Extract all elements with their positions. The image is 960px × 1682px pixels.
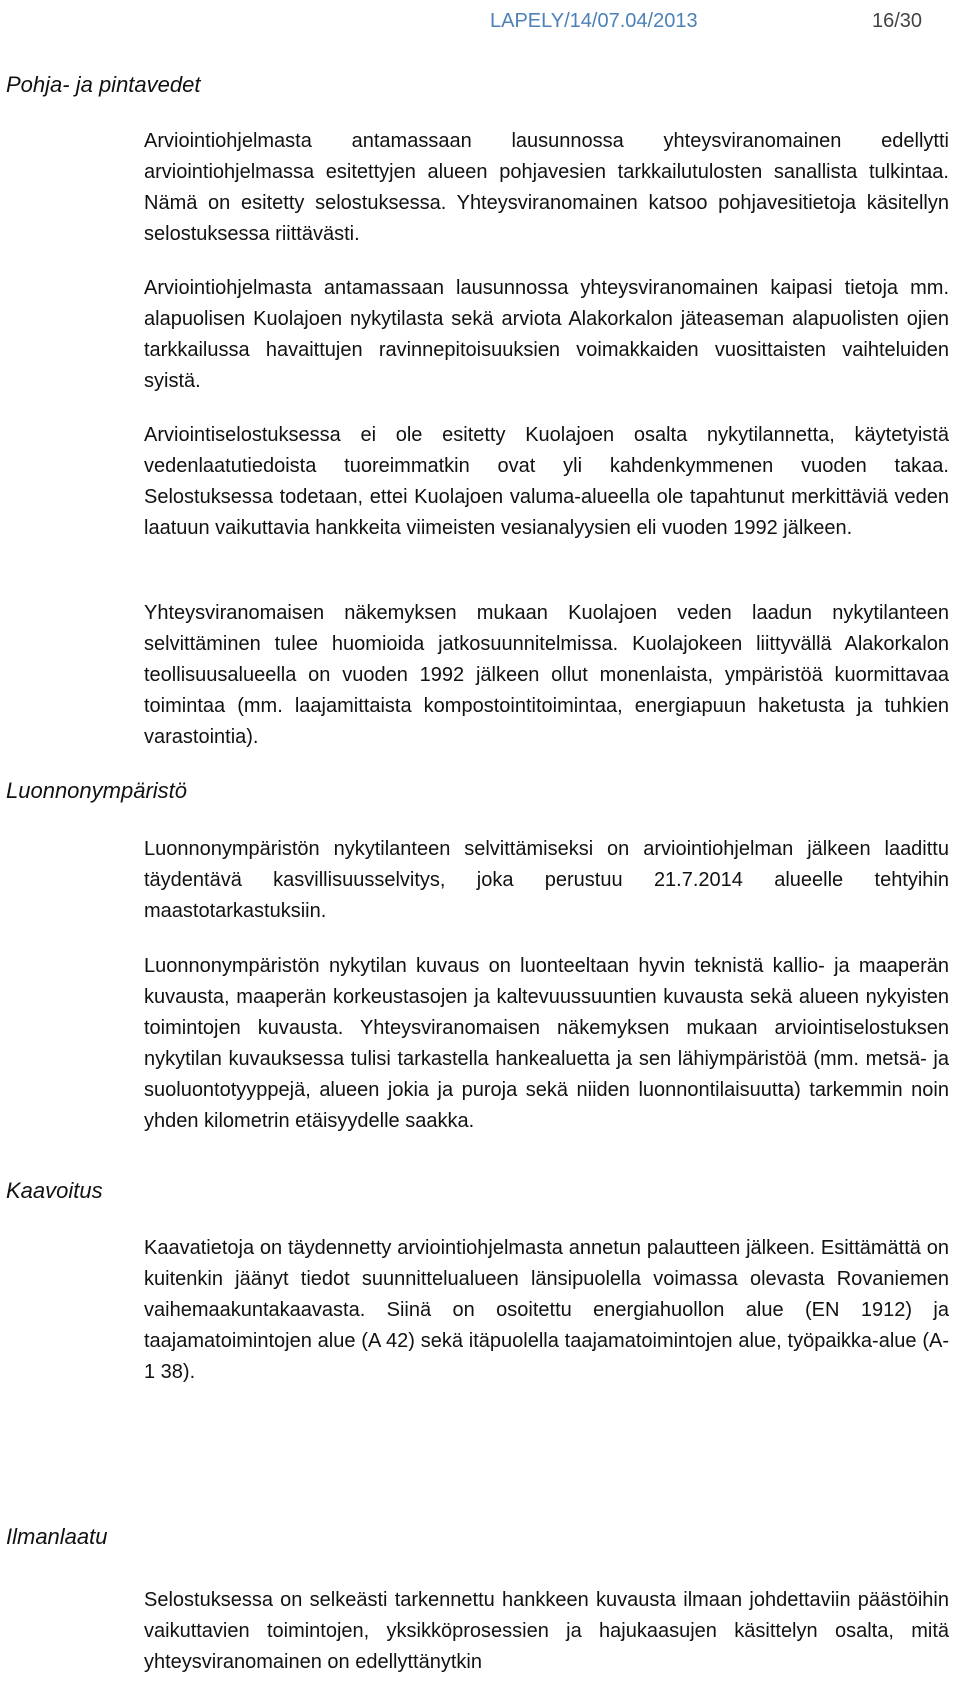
- document-reference: LAPELY/14/07.04/2013: [490, 10, 698, 32]
- paragraph: Arviointiohjelmasta antamassaan lausunnossa yhteysviranomainen edellytti arviointiohjelmassa esitettyjen alueen pohjavesien tarkkailutulosten sanallista tulkintaa. Nämä on esitetty selostuksessa. Yhteysviranomainen katsoo pohjavesitietoja käsitellyn selostuksessa riittävästi.: [144, 130, 949, 245]
- section-heading-zoning: Kaavoitus: [6, 1178, 103, 1203]
- section-heading-water: Pohja- ja pintavedet: [6, 72, 201, 97]
- paragraph: Selostuksessa on selkeästi tarkennettu hankkeen kuvausta ilmaan johdettaviin päästöihin vaikuttavien toimintojen, yksikköprosessien ja hajukaasujen käsittelyn osalta, mitä yhteysviranomainen on edellyttänytkin: [144, 1589, 949, 1673]
- paragraph: Luonnonympäristön nykytilan kuvaus on luonteeltaan hyvin teknistä kallio- ja maaperän kuvausta, maaperän korkeustasojen ja kaltevuussuuntien kuvausta sekä alueen nykyisten toimintojen kuvausta. Yhteysviranomaisen näkemyksen mukaan arviointiselostuksen nykytilan kuvauksessa tulisi tarkastella hankealuetta ja sen lähiympäristöä (mm. metsä- ja suoluontotyyppejä, alueen jokia ja puroja sekä niiden luonnontilaisuutta) tarkemmin noin yhden kilometrin etäisyydelle saakka.: [144, 955, 949, 1132]
- page-number: 16/30: [872, 10, 923, 32]
- paragraph: Arviointiselostuksessa ei ole esitetty Kuolajoen osalta nykytilannetta, käytetyistä vedenlaatutiedoista tuoreimmatkin ovat yli kahdenkymmenen vuoden takaa. Selostuksessa todetaan, ettei Kuolajoen valuma-alueella ole tapahtunut merkittäviä veden laatuun vaikuttavia hankkeita viimeisten vesianalyysien eli vuoden 1992 jälkeen.: [144, 424, 949, 539]
- paragraph: Yhteysviranomaisen näkemyksen mukaan Kuolajoen veden laadun nykytilanteen selvittäminen tulee huomioida jatkosuunnitelmissa. Kuolajokeen liittyvällä Alakorkalon teollisuusalueella on vuoden 1992 jälkeen ollut monenlaista, ympäristöä kuormittavaa toimintaa (mm. laajamittaista kompostointitoimintaa, energiapuun haketusta ja tuhkien varastointia).: [144, 602, 949, 748]
- section-heading-air-quality: Ilmanlaatu: [6, 1524, 108, 1549]
- paragraph: Kaavatietoja on täydennetty arviointiohjelmasta annetun palautteen jälkeen. Esittämättä on kuitenkin jäänyt tiedot suunnittelualueen länsipuolella voimassa olevasta Rovaniemen vaihemaakuntakaavasta. Siinä on osoitettu energiahuollon alue (EN 1912) ja taajamatoimintojen alue (A 42) sekä itäpuolella taajamatoimintojen alue, työpaikka-alue (A-1 38).: [144, 1237, 949, 1383]
- paragraph: Arviointiohjelmasta antamassaan lausunnossa yhteysviranomainen kaipasi tietoja mm. alapuolisen Kuolajoen nykytilasta sekä arviota Alakorkalon jäteaseman alapuolisten ojien tarkkailussa havaittujen ravinnepitoisuuksien voimakkaiden vuosittaisten vaihteluiden syistä.: [144, 277, 949, 392]
- section-heading-nature: Luonnonympäristö: [6, 778, 188, 803]
- paragraph: Luonnonympäristön nykytilanteen selvittämiseksi on arviointiohjelman jälkeen laadittu täydentävä kasvillisuusselvitys, joka perustuu 21.7.2014 alueelle tehtyihin maastotarkastuksiin.: [144, 838, 949, 922]
- page-header: [0, 10, 960, 36]
